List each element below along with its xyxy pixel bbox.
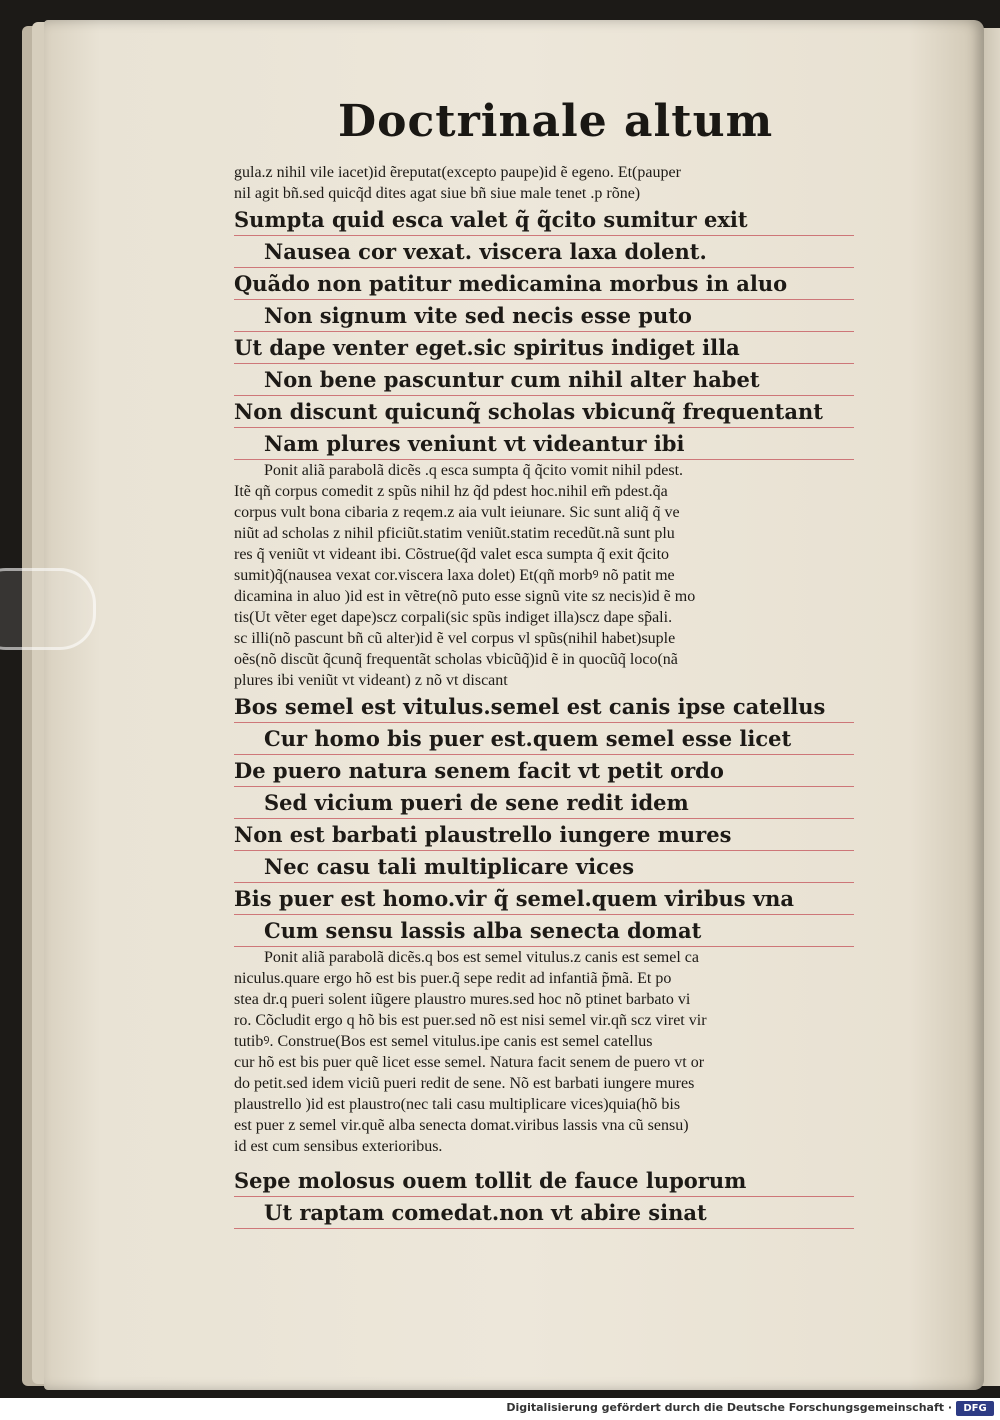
commentary-line: tis(Ut vẽter eget dape)scz corpali(sic spũs indiget illa)scz dape sp̃ali.: [234, 609, 673, 626]
commentary-line: ro. Cõcludit ergo q hõ bis est puer.sed nõ est nisi semel vir.qñ scz viret vir: [234, 1012, 707, 1029]
commentary-line: niculus.quare ergo hõ est bis puer.q̃ sepe redit ad infantiã p̃mã. Et po: [234, 970, 672, 987]
commentary-line: est puer z semel vir.quẽ alba senecta domat.viribus lassis vna cũ sensu): [234, 1117, 689, 1134]
commentary-line: Itẽ qñ corpus comedit z spũs nihil hz q̃d pdest hoc.nihil em̃ pdest.q̃a: [234, 483, 668, 500]
commentary-line: gula.z nihil vile iacet)id ẽreputat(excepto paupe)id ẽ egeno. Et(pauper: [234, 164, 681, 181]
commentary-line: oẽs(nõ discũt q̃cunq̃ frequentãt scholas vbicũq̃)id ẽ in quocũq̃ loco(nã: [234, 651, 678, 668]
dfg-logo: DFG: [956, 1401, 994, 1416]
commentary-line: cur hõ est bis puer quẽ licet esse semel. Natura facit senem de puero vt or: [234, 1054, 705, 1071]
line-gap: [234, 1157, 854, 1165]
commentary-line: nil agit bñ.sed quicq̃d dites agat siue bñ siue male tenet .p rõne): [234, 185, 641, 202]
commentary-line: stea dr.q pueri solent iũgere plaustro mures.sed hoc nõ ptinet barbato vi: [234, 991, 691, 1008]
commentary-line: do petit.sed idem viciũ pueri redit de sene. Nõ est barbati iungere mures: [234, 1075, 695, 1092]
page-clip: [0, 568, 96, 650]
commentary-line: dicamina in aluo )id est in vẽtre(nõ puto esse signũ vite sz necis)id ẽ mo: [234, 588, 696, 605]
verse-line: Bis puer est homo.vir q̃ semel.quem viribus vna: [234, 883, 854, 915]
commentary-line: plures ibi veniũt vt videant) z nõ vt discant: [234, 672, 508, 689]
verse-line: Nausea cor vexat. viscera laxa dolent.: [234, 236, 854, 268]
footer-bar: [0, 1398, 1000, 1420]
running-head: Doctrinale altum: [338, 96, 774, 147]
commentary-line: tutibꝰ. Construe(Bos est semel vitulus.ipe canis est semel catellus: [234, 1033, 653, 1050]
verse-line: Nec casu tali multiplicare vices: [234, 851, 854, 883]
verse-line: Non bene pascuntur cum nihil alter habet: [234, 364, 854, 396]
commentary-line: Ponit aliã parabolã dicẽs.q bos est semel vitulus.z canis est semel ca: [264, 949, 699, 966]
verse-line: Quãdo non patitur medicamina morbus in aluo: [234, 268, 854, 300]
commentary-line: sc illi(nõ pascunt bñ cũ alter)id ẽ vel corpus vl spũs(nihil habet)suple: [234, 630, 676, 647]
page-text-block: [234, 162, 854, 1229]
verse-line: Non est barbati plaustrello iungere mures: [234, 819, 854, 851]
verse-line: Bos semel est vitulus.semel est canis ipse catellus: [234, 691, 854, 723]
commentary-line: id est cum sensibus exterioribus.: [234, 1138, 443, 1155]
verse-line: Cum sensu lassis alba senecta domat: [234, 915, 854, 947]
verse-line: De puero natura senem facit vt petit ordo: [234, 755, 854, 787]
verse-line: Sed vicium pueri de sene redit idem: [234, 787, 854, 819]
verse-line: Non signum vite sed necis esse puto: [234, 300, 854, 332]
verse-line: Ut raptam comedat.non vt abire sinat: [234, 1197, 854, 1229]
commentary-line: niũt ad scholas z nihil pficiũt.statim veniũt.statim recedũt.nã sunt plu: [234, 525, 675, 542]
verse-line: Sepe molosus ouem tollit de fauce luporum: [234, 1165, 854, 1197]
commentary-line: Ponit aliã parabolã dicẽs .q esca sumpta q̃ q̃cito vomit nihil pdest.: [264, 462, 684, 479]
commentary-line: sumit)q̃(nausea vexat cor.viscera laxa dolet) Et(qñ morbꝰ nõ patit me: [234, 567, 675, 584]
verse-line: Nam plures veniunt vt videantur ibi: [234, 428, 854, 460]
verse-line: Sumpta quid esca valet q̃ q̃cito sumitur exit: [234, 204, 854, 236]
verse-line: Cur homo bis puer est.quem semel esse licet: [234, 723, 854, 755]
commentary-line: plaustrello )id est plaustro(nec tali casu multiplicare vices)quia(hõ bis: [234, 1096, 681, 1113]
commentary-line: res q̃ veniũt vt videant ibi. Cõstrue(q̃d valet esca sumpta q̃ exit q̃cito: [234, 546, 670, 563]
funding-credit: Digitalisierung gefördert durch die Deutsche Forschungsgemeinschaft ·: [506, 1401, 952, 1414]
verse-line: Ut dape venter eget.sic spiritus indiget illa: [234, 332, 854, 364]
verse-line: Non discunt quicunq̃ scholas vbicunq̃ frequentant: [234, 396, 854, 428]
commentary-line: corpus vult bona cibaria z reqem.z aia vult ieiunare. Sic sunt aliq̃ q̃ ve: [234, 504, 680, 521]
